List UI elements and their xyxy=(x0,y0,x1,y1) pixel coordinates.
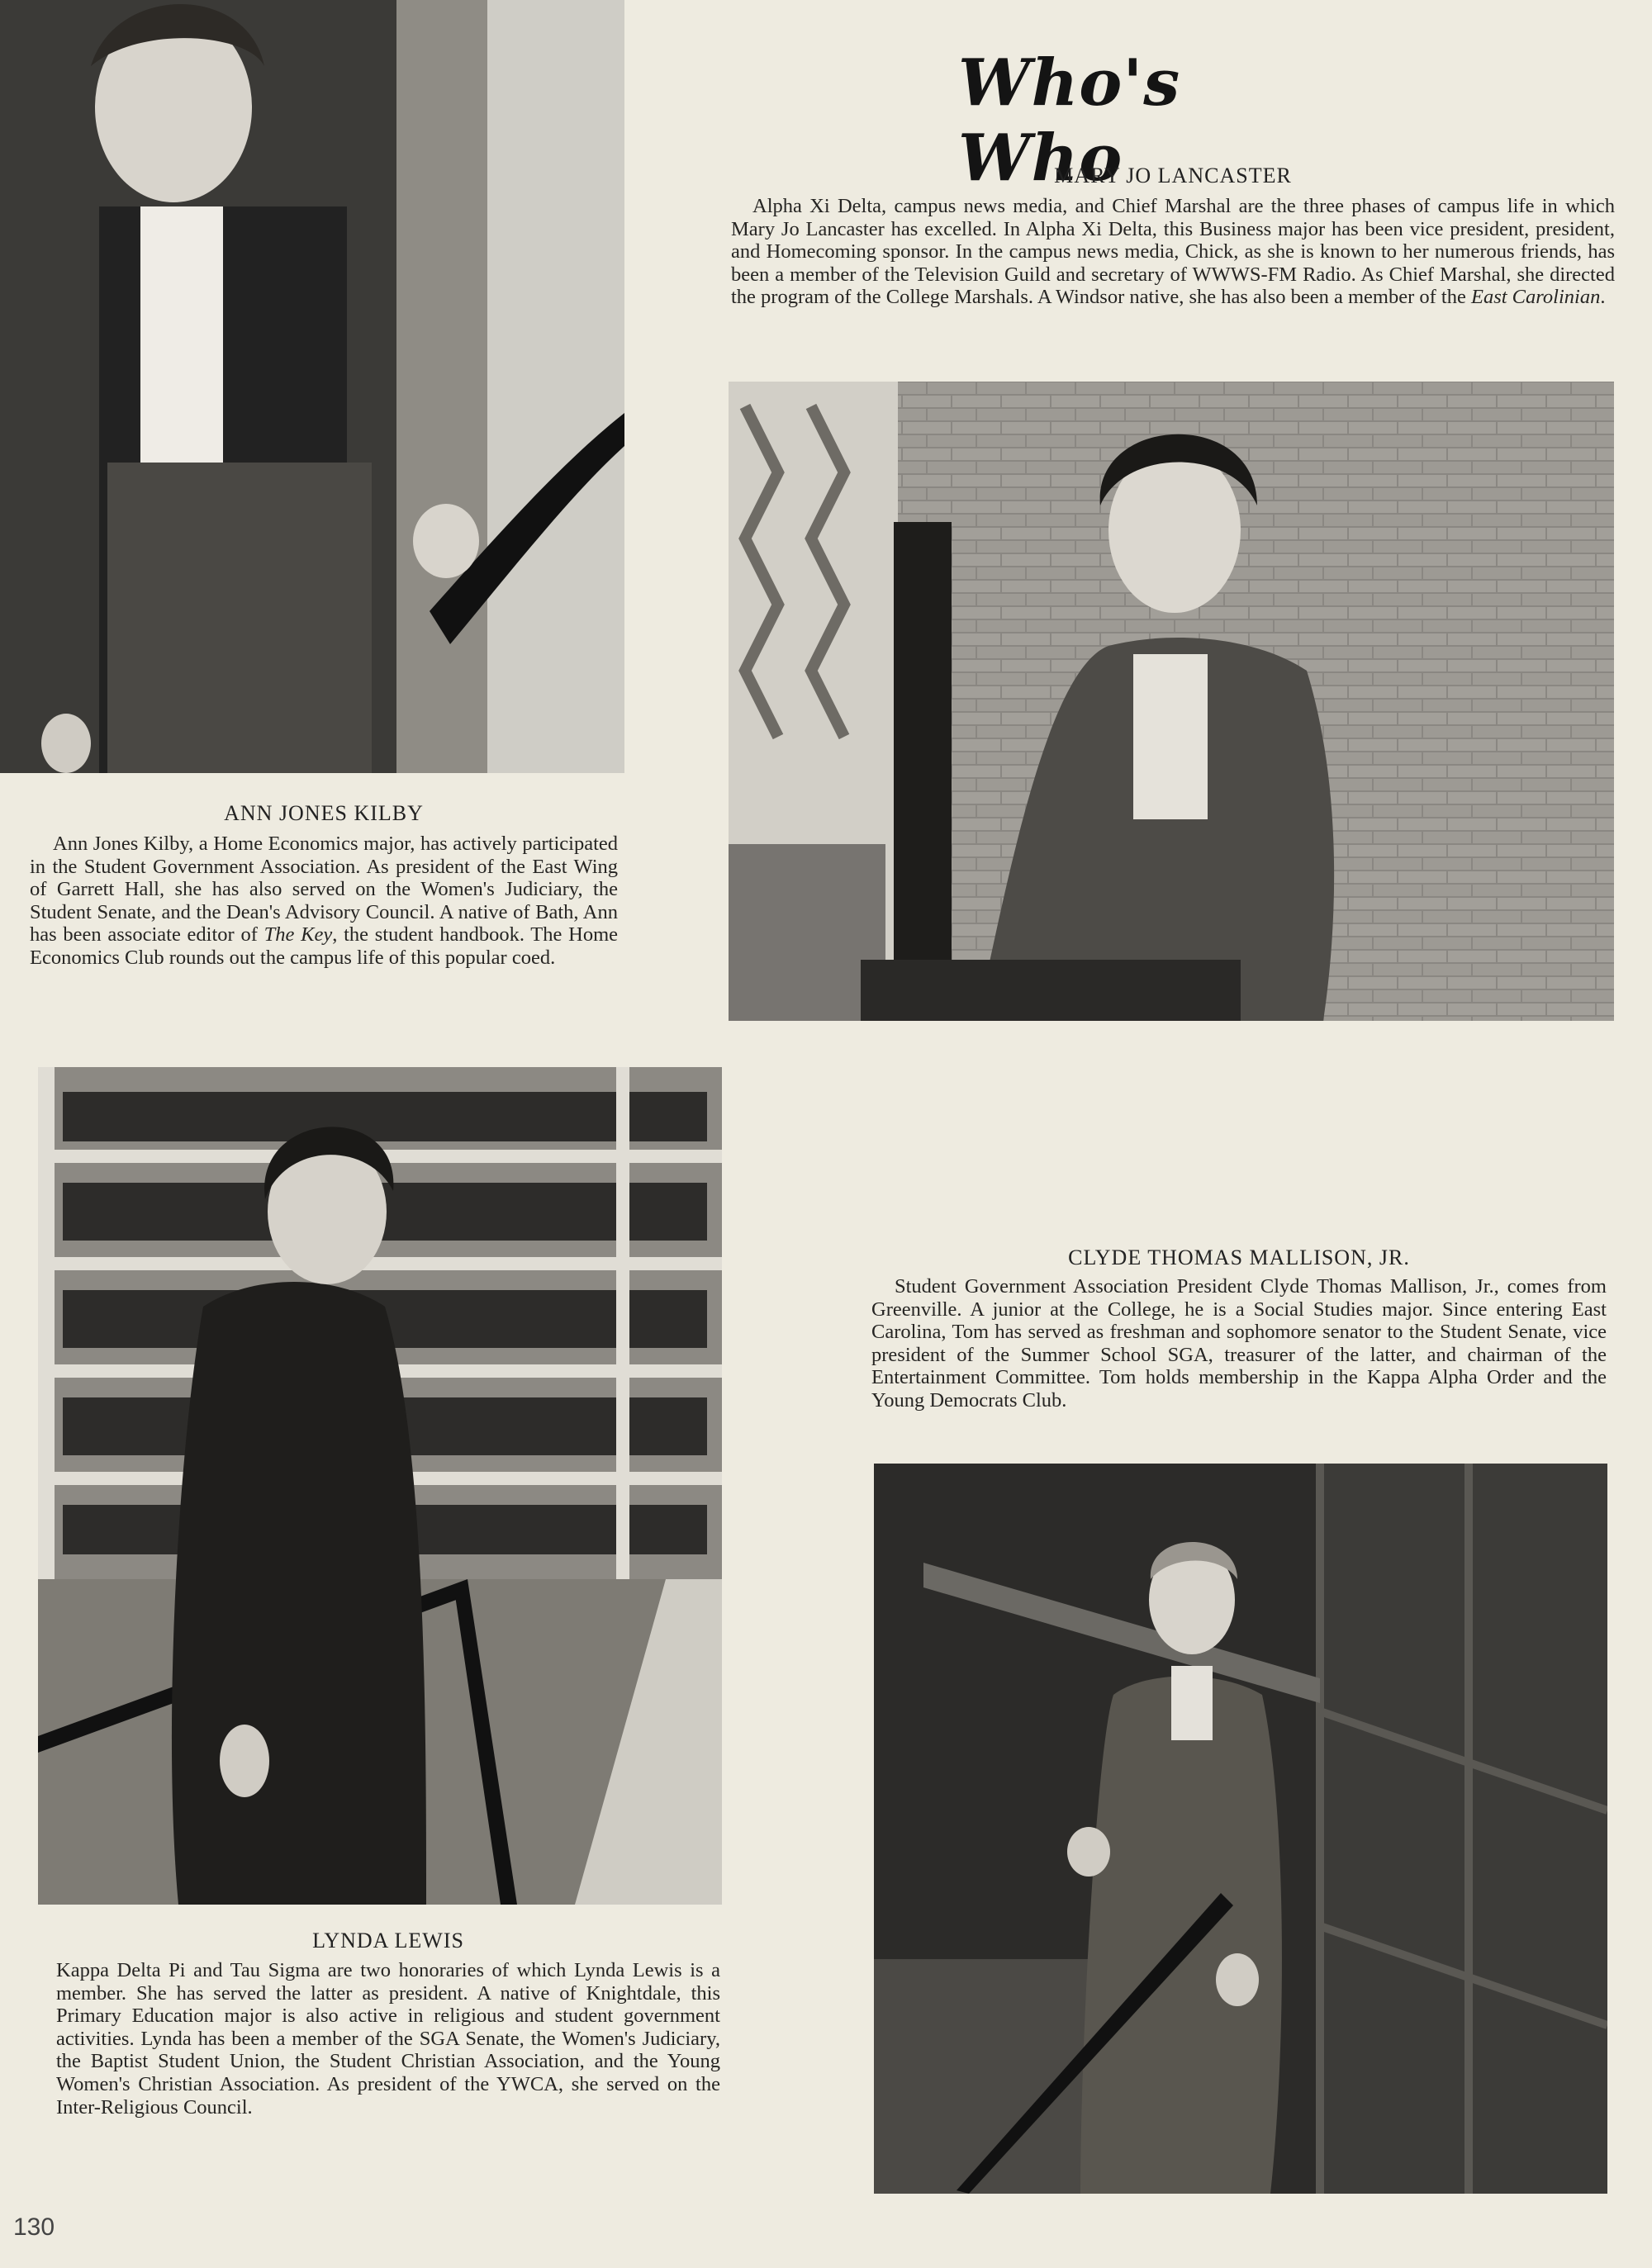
bio-mallison xyxy=(871,1275,1607,1412)
bio-kilby xyxy=(30,833,618,970)
bio-lancaster-italic: East Carolinian xyxy=(1471,286,1601,309)
photo-mallison xyxy=(874,1464,1607,2194)
bio-kilby-end: , the student handbook. The Home Economics Club rounds out the campus life of this popular coed. xyxy=(30,923,619,969)
name-heading-kilby: ANN JONES KILBY xyxy=(224,801,424,825)
bio-lewis-text: Kappa Delta Pi and Tau Sigma are two honoraries of which Lynda Lewis is a member. She has served the latter as president. A native of Knightdale, this Primary Education major is also active in religious and student government activities. Lynda has been a member of the SGA Senate, the Women's Judiciary, the Baptist Student Union, the Student Christian Association, and the Young Women's Christian Association. As president of the YWCA, she served on the Inter-Religious Council. xyxy=(56,1959,720,2119)
bio-lewis xyxy=(56,1959,720,2119)
name-heading-lancaster: MARY JO LANCASTER xyxy=(1054,164,1292,187)
bio-kilby-italic: The Key xyxy=(263,923,333,947)
name-heading-lewis: LYNDA LEWIS xyxy=(312,1929,464,1952)
bio-lancaster-end: . xyxy=(1600,286,1606,309)
name-heading-mallison: CLYDE THOMAS MALLISON, JR. xyxy=(1068,1246,1410,1269)
bio-mallison-text: Student Government Association President Clyde Thomas Mallison, Jr., comes from Greenville. A junior at the College, he is a Social Studies major. Since entering East Carolina, Tom has served as freshman and sophomore senator to the Student Senate, vice president of the Summer School SGA, treasurer of the latter, and chairman of the Entertainment Committee. Tom holds membership in the Kappa Alpha Order and the Young Democrats Club. xyxy=(871,1275,1607,1412)
bio-kilby-text: Ann Jones Kilby, a Home Economics major, has actively participated in the Student Government Association. As president of the East Wing of Garrett Hall, she has also served on the Women's Judiciary, the Student Senate, and the Dean's Advisory Council. A native of Bath, Ann has been associate editor of xyxy=(30,833,618,947)
photo-kilby xyxy=(0,0,624,773)
photo-lewis xyxy=(38,1067,722,1905)
page-number: 130 xyxy=(13,2213,55,2241)
bio-lancaster xyxy=(731,195,1615,309)
bio-lancaster-text: Alpha Xi Delta, campus news media, and Chief Marshal are the three phases of campus life in which Mary Jo Lancaster has excelled. In Alpha Xi Delta, this Business major has been vice president, president, and Homecoming sponsor. In the campus news media, Chick, as she is known to her numerous friends, has been a member of the Television Guild and secretary of WWWS-FM Radio. As Chief Marshal, she directed the program of the College Marshals. A Windsor native, she has also been a member of the xyxy=(731,195,1615,309)
photo-lancaster xyxy=(729,382,1614,1021)
page-title: Who's Who xyxy=(958,45,1181,196)
